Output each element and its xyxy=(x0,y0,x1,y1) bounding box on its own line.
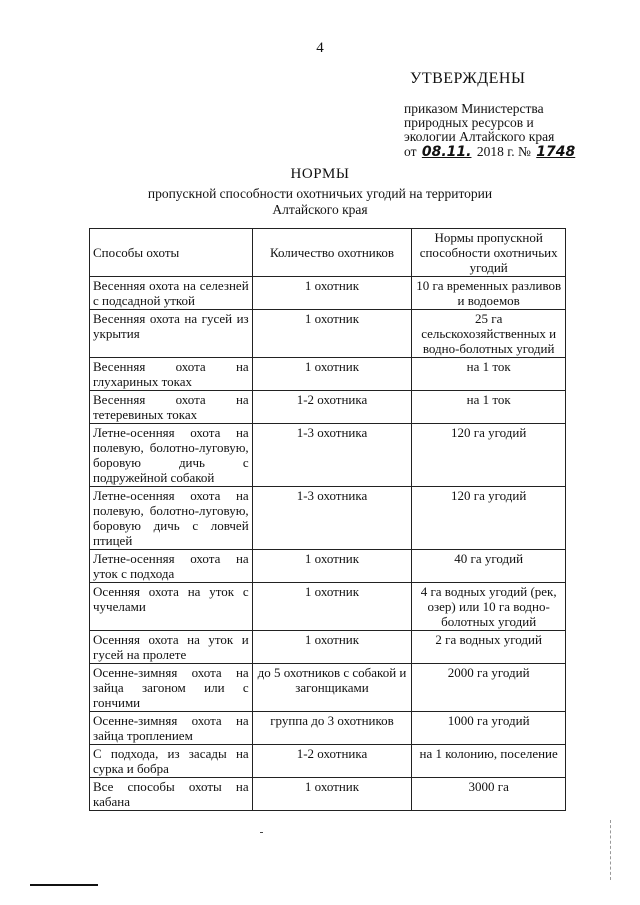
cell-norm: на 1 колонию, поселение xyxy=(412,745,566,778)
cell-norm: 2 га водных угодий xyxy=(412,631,566,664)
table-row xyxy=(90,664,566,712)
cell-method: Все способы охоты на кабана xyxy=(90,778,253,811)
document-title: НОРМЫ xyxy=(290,166,350,182)
handwritten-date: 08.11. xyxy=(421,144,472,160)
approval-block xyxy=(404,70,574,160)
approval-line-2: природных ресурсов и xyxy=(404,115,534,130)
cell-method: С подхода, из засады на сурка и бобра xyxy=(90,745,253,778)
date-prefix: от xyxy=(404,144,417,159)
cell-hunters: 1 охотник xyxy=(252,310,412,358)
table-row xyxy=(90,583,566,631)
cell-norm: 3000 га xyxy=(412,778,566,811)
cell-method: Осенне-зимняя охота на зайца загоном или с гончими xyxy=(90,664,253,712)
norms-table xyxy=(89,228,566,811)
header-hunter-count: Количество охотников xyxy=(252,229,412,277)
cell-norm: 2000 га угодий xyxy=(412,664,566,712)
table-row xyxy=(90,358,566,391)
approval-line-1: приказом Министерства xyxy=(404,101,544,116)
cell-method: Весенняя охота на тетеревиных токах xyxy=(90,391,253,424)
approval-date-line xyxy=(404,144,574,160)
header-capacity-norms: Нормы пропускной способности охотничьих угодий xyxy=(412,229,566,277)
approval-line-3: экологии Алтайского края xyxy=(404,129,555,144)
table-row xyxy=(90,391,566,424)
table-row xyxy=(90,424,566,487)
cell-norm: 40 га угодий xyxy=(412,550,566,583)
table-row xyxy=(90,745,566,778)
document-subtitle: пропускной способности охотничьих угодий на территории Алтайского края xyxy=(147,186,493,217)
cell-norm: 1000 га угодий xyxy=(412,712,566,745)
cell-method: Осенняя охота на уток и гусей на пролете xyxy=(90,631,253,664)
cell-hunters: 1-3 охотника xyxy=(252,487,412,550)
cell-method: Весенняя охота на селезней с подсадной уткой xyxy=(90,277,253,310)
cell-hunters: 1 охотник xyxy=(252,631,412,664)
table-row xyxy=(90,712,566,745)
cell-hunters: 1-2 охотника xyxy=(252,745,412,778)
cell-norm: на 1 ток xyxy=(412,358,566,391)
header-hunting-method: Способы охоты xyxy=(90,229,253,277)
date-year: 2018 г. № xyxy=(476,144,531,159)
cell-hunters: 1 охотник xyxy=(252,778,412,811)
margin-scan-artifact xyxy=(610,820,612,880)
cell-norm: на 1 ток xyxy=(412,391,566,424)
table-header-row xyxy=(90,229,566,277)
cell-hunters: 1 охотник xyxy=(252,583,412,631)
cell-norm: 120 га угодий xyxy=(412,487,566,550)
cell-norm: 10 га временных разливов и водоемов xyxy=(412,277,566,310)
cell-method: Летне-осенняя охота на полевую, болотно-луговую, боровую дичь с ловчей птицей xyxy=(90,487,253,550)
cell-hunters: 1 охотник xyxy=(252,358,412,391)
table-row xyxy=(90,277,566,310)
table-row xyxy=(90,778,566,811)
cell-method: Весенняя охота на глухариных токах xyxy=(90,358,253,391)
cell-method: Летне-осенняя охота на полевую, болотно-луговую, боровую дичь с подружейной собакой xyxy=(90,424,253,487)
page-number: 4 xyxy=(316,40,324,56)
cell-method: Осенняя охота на уток с чучелами xyxy=(90,583,253,631)
handwritten-order-number: 1748 xyxy=(536,144,576,160)
table-row xyxy=(90,310,566,358)
cell-hunters: 1-3 охотника xyxy=(252,424,412,487)
cell-hunters: 1 охотник xyxy=(252,277,412,310)
cell-method: Осенне-зимняя охота на зайца троплением xyxy=(90,712,253,745)
cell-hunters: 1 охотник xyxy=(252,550,412,583)
cell-method: Летне-осенняя охота на уток с подхода xyxy=(90,550,253,583)
cell-hunters: до 5 охотников с собакой и загонщиками xyxy=(252,664,412,712)
cell-hunters: группа до 3 охотников xyxy=(252,712,412,745)
approval-title: УТВЕРЖДЕНЫ xyxy=(410,70,526,87)
bottom-rule xyxy=(30,884,98,886)
cell-norm: 4 га водных угодий (рек, озер) или 10 га водно-болотных угодий xyxy=(412,583,566,631)
cell-norm: 120 га угодий xyxy=(412,424,566,487)
table-row xyxy=(90,550,566,583)
scan-mark xyxy=(260,832,263,833)
cell-norm: 25 га сельскохозяйственных и водно-болотных угодий xyxy=(412,310,566,358)
cell-hunters: 1-2 охотника xyxy=(252,391,412,424)
cell-method: Весенняя охота на гусей из укрытия xyxy=(90,310,253,358)
table-row xyxy=(90,631,566,664)
table-row xyxy=(90,487,566,550)
